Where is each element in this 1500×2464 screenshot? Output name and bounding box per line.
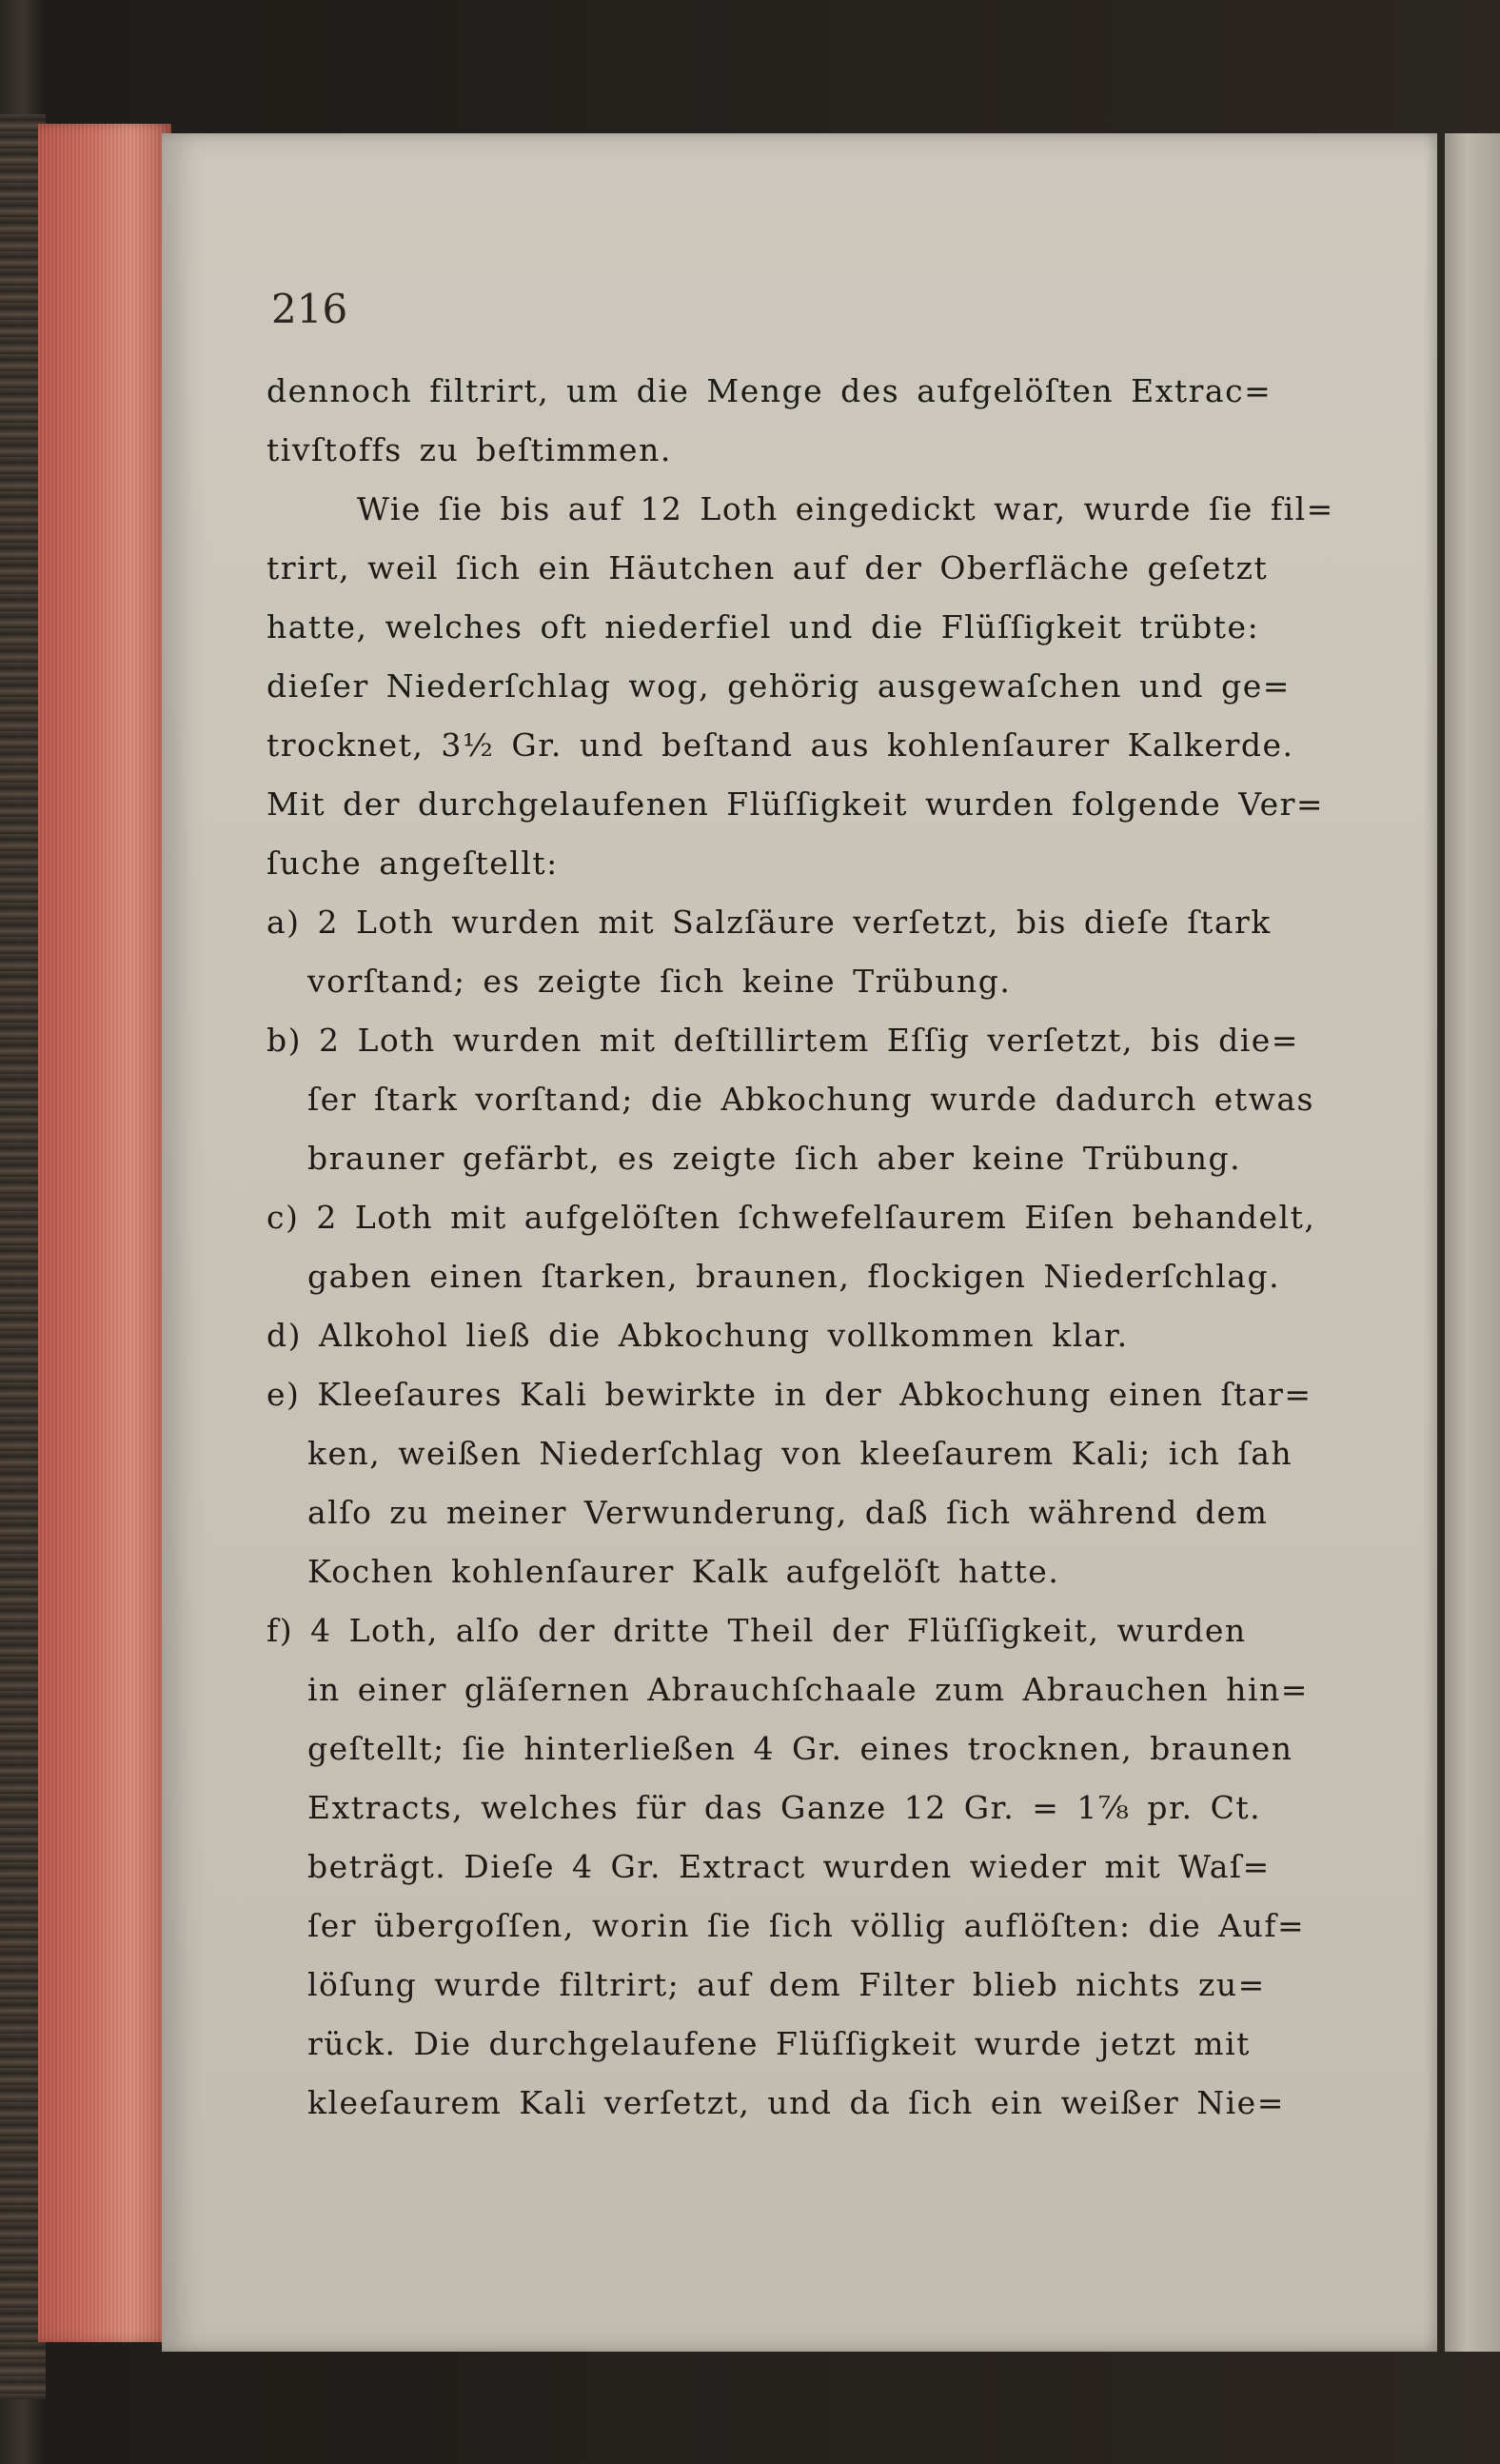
text-line: Wie ſie bis auf 12 Loth eingedickt war, wurde ſie fil= <box>357 490 1334 527</box>
text-line: Kochen kohlenſaurer Kalk aufgelöſt hatte. <box>307 1553 1060 1590</box>
text-line: f) 4 Loth, alſo der dritte Theil der Flüſſigkeit, wurden <box>266 1612 1247 1649</box>
adjacent-page <box>1445 133 1500 2352</box>
text-line: in einer gläſernen Abrauchſchaale zum Abrauchen hin= <box>307 1671 1309 1708</box>
text-line: gaben einen ſtarken, braunen, flockigen Niederſchlag. <box>307 1258 1281 1295</box>
text-line: ſer ſtark vorſtand; die Abkochung wurde dadurch etwas <box>307 1081 1314 1118</box>
list-item <box>266 1188 1371 1306</box>
text-line: d) Alkohol ließ die Abkochung vollkommen klar. <box>266 1317 1129 1354</box>
list-item <box>266 1306 1371 1365</box>
text-line: ſuche angeſtellt: <box>266 845 559 882</box>
page-text <box>266 362 1371 2133</box>
text-line: Mit der durchgelaufenen Flüſſigkeit wurden folgende Ver= <box>266 785 1325 823</box>
text-line: e) Kleeſaures Kali bewirkte in der Abkochung einen ſtar= <box>266 1376 1312 1413</box>
text-line: trocknet, 3½ Gr. und beſtand aus kohlenſaurer Kalkerde. <box>266 726 1294 764</box>
list-item <box>266 1601 1371 2133</box>
text-line: dennoch filtrirt, um die Menge des aufgelöſten Extrac= <box>266 372 1273 409</box>
list-item <box>266 893 1371 1011</box>
paragraph <box>266 480 1371 893</box>
list-item <box>266 1365 1371 1601</box>
experiment-list <box>266 893 1371 2133</box>
text-line: vorſtand; es zeigte ſich keine Trübung. <box>307 963 1012 1000</box>
text-line: trirt, weil ſich ein Häutchen auf der Oberfläche geſetzt <box>266 549 1269 586</box>
text-line: hatte, welches oft niederfiel und die Flüſſigkeit trübte: <box>266 608 1260 646</box>
text-line: tivſtoffs zu beſtimmen. <box>266 431 672 468</box>
text-line: geſtellt; ſie hinterließen 4 Gr. eines trocknen, braunen <box>307 1730 1293 1767</box>
text-line: ſer übergoſſen, worin ſie ſich völlig auflöſten: die Auf= <box>307 1907 1306 1944</box>
page-edges <box>38 124 171 2342</box>
text-line: kleeſaurem Kali verſetzt, und da ſich ein weißer Nie= <box>307 2084 1285 2121</box>
text-line: dieſer Niederſchlag wog, gehörig ausgewaſchen und ge= <box>266 667 1291 705</box>
text-line: brauner gefärbt, es zeigte ſich aber keine Trübung. <box>307 1140 1242 1177</box>
page-number: 216 <box>271 286 348 332</box>
text-line: alſo zu meiner Verwunderung, daß ſich während dem <box>307 1494 1269 1531</box>
text-line: c) 2 Loth mit aufgelöſten ſchwefelſaurem Eiſen behandelt, <box>266 1199 1316 1236</box>
text-line: rück. Die durchgelaufene Flüſſigkeit wurde jetzt mit <box>307 2025 1251 2062</box>
list-item <box>266 1011 1371 1188</box>
text-line: b) 2 Loth wurden mit deſtillirtem Eſſig verſetzt, bis die= <box>266 1022 1299 1059</box>
text-line: beträgt. Dieſe 4 Gr. Extract wurden wieder mit Waſ= <box>307 1848 1271 1885</box>
text-line: a) 2 Loth wurden mit Salzſäure verſetzt, bis dieſe ſtark <box>266 904 1272 941</box>
paragraph <box>266 362 1371 480</box>
text-line: ken, weißen Niederſchlag von kleeſaurem Kali; ich ſah <box>307 1435 1293 1472</box>
text-line: Extracts, welches für das Ganze 12 Gr. = 1⅞ pr. Ct. <box>307 1789 1262 1826</box>
text-line: löſung wurde filtrirt; auf dem Filter blieb nichts zu= <box>307 1966 1266 2003</box>
